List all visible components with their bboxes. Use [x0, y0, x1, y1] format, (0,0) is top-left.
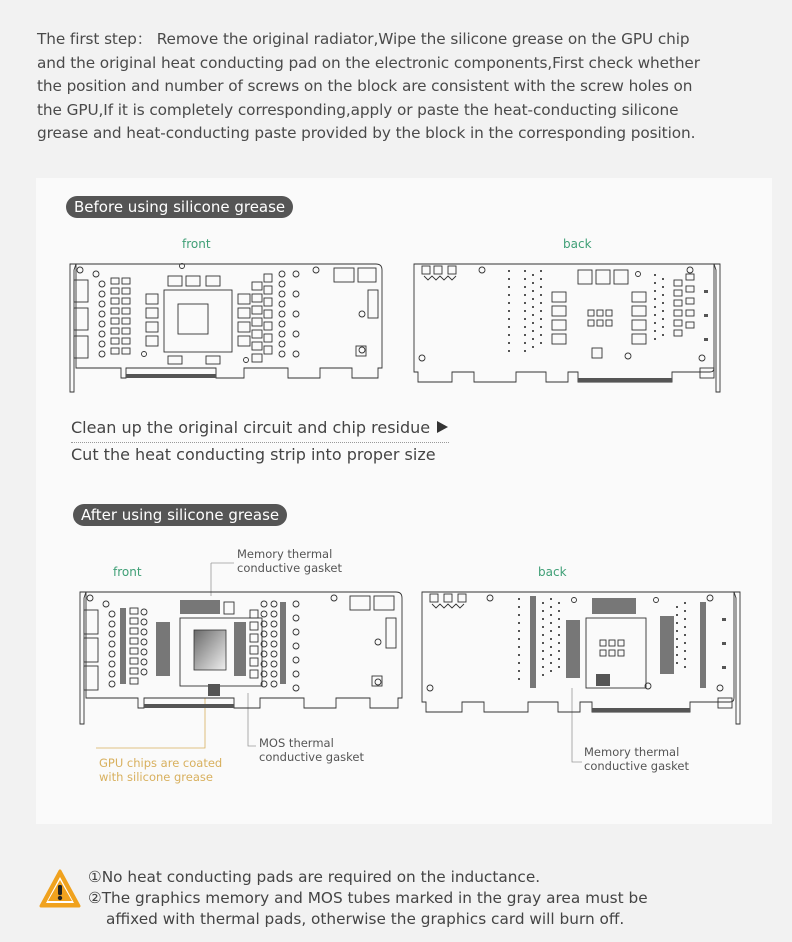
after-front-gpu-grease [194, 630, 226, 670]
step-clean: Clean up the original circuit and chip residue [71, 418, 449, 437]
after-front-memory-pad [180, 600, 220, 614]
warning-line-3: affixed with thermal pads, otherwise the graphics card will burn off. [106, 910, 625, 928]
after-back-memory-pad-top [592, 598, 636, 614]
after-front-small-pad [208, 684, 220, 696]
after-front-caps-right [293, 601, 299, 691]
after-back-pad-right-2 [700, 602, 706, 688]
intro-line: The first step： Remove the original radiator,Wipe the silicone grease on the GPU chip [37, 30, 690, 48]
after-front-small-chips [130, 608, 147, 684]
after-back-gpu-frame [586, 618, 646, 688]
after-front-board [74, 588, 404, 728]
after-front-pad-left-1 [120, 608, 126, 684]
callout-gpu: GPU chips are coated with silicone grease [99, 756, 223, 784]
after-back-gpu-pads [600, 640, 624, 656]
after-back-board [416, 588, 746, 728]
after-back-top-chips [430, 594, 466, 608]
after-front-label: front [113, 565, 142, 579]
after-front-pad-right-2 [280, 602, 286, 684]
after-back-label: back [538, 565, 567, 579]
callout-mos: MOS thermal conductive gasket [259, 736, 364, 764]
after-back-pad-left-2 [566, 620, 580, 678]
after-front-pad-right-1 [234, 622, 246, 676]
before-front-label: front [182, 237, 211, 251]
intro-line: grease and heat-conducting paste provided by the block in the corresponding position. [37, 124, 696, 143]
diagram-panel [36, 178, 772, 824]
step-cut: Cut the heat conducting strip into proper size [71, 445, 436, 464]
callout-memory-top: Memory thermal conductive gasket [237, 547, 342, 575]
before-title-badge: Before using silicone grease [66, 196, 293, 218]
intro-line: the GPU,If it is completely corresponding,apply or paste the heat-conducting silicone [37, 100, 679, 119]
after-back-pad-right-1 [660, 616, 674, 674]
after-back-pad-left-1 [530, 596, 536, 688]
before-back-label: back [563, 237, 592, 251]
intro-paragraph [37, 28, 762, 146]
intro-line: the position and number of screws on the block are consistent with the screw holes on [37, 77, 693, 96]
after-title-badge: After using silicone grease [73, 504, 287, 526]
after-back-small-pad [596, 674, 610, 686]
warning-text [88, 867, 648, 930]
after-front-caps [103, 601, 115, 687]
after-front-pad-left-2 [156, 622, 170, 676]
callout-memory-back: Memory thermal conductive gasket [584, 745, 689, 773]
warning-triangle-icon [38, 868, 82, 910]
warning-line-2: ②The graphics memory and MOS tubes marked in the gray area must be [88, 889, 648, 907]
after-front-mos-right [250, 601, 277, 687]
warning-line-1: ①No heat conducting pads are required on the inductance. [88, 868, 541, 886]
intro-line: and the original heat conducting pad on the electronic components,First check whether [37, 53, 700, 72]
after-front-pcie [144, 704, 234, 708]
after-back-pcie [592, 708, 690, 712]
